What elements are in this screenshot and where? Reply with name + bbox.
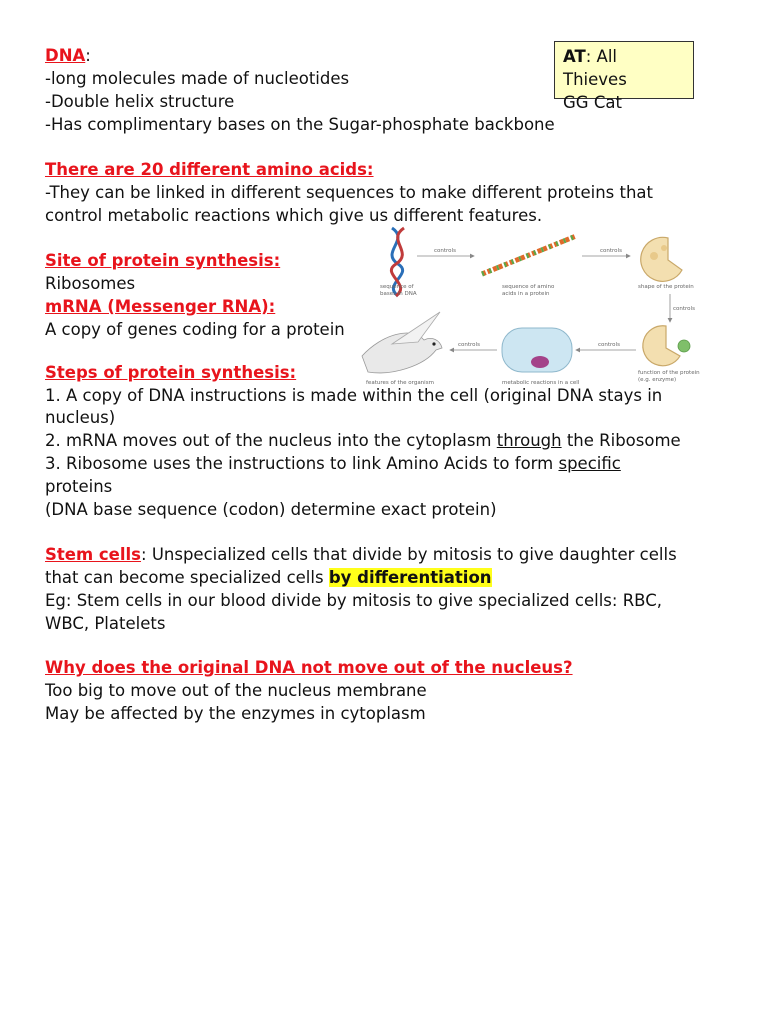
features-label: features of the organism [366, 380, 434, 386]
dna-line-2: -Double helix structure [45, 92, 235, 111]
protein-shape-icon [641, 237, 682, 281]
stem-heading: Stem cells [45, 545, 142, 564]
function-label-2: (e.g. enzyme) [638, 377, 677, 383]
amino-label-2: acids in a protein [502, 291, 550, 297]
controls-label-2: controls [600, 248, 622, 254]
step-3 [45, 453, 621, 475]
stem-line-2 [45, 567, 492, 589]
stem-line-1 [45, 544, 677, 566]
function-label-1: function of the protein [638, 370, 700, 376]
step-2-post: the Ribosome [561, 431, 681, 450]
dna-heading: DNA [45, 46, 86, 65]
site-heading: Site of protein synthesis: [45, 251, 281, 270]
enzyme-icon [643, 326, 690, 366]
shape-label: shape of the protein [638, 284, 694, 290]
step-3-underlined: specific [558, 454, 621, 473]
controls-label-1: controls [434, 248, 456, 254]
site-answer: Ribosomes [45, 274, 136, 293]
dna-colon: : [85, 46, 91, 65]
step-3-pre: 3. Ribosome uses the instructions to link Amino Acids to form [45, 454, 559, 473]
amino-heading: There are 20 different amino acids: [45, 160, 374, 179]
amino-label-1: sequence of amino [502, 284, 555, 290]
why-line-1: Too big to move out of the nucleus membrane [45, 681, 427, 700]
step-1b: nucleus) [45, 408, 116, 427]
step-2-pre: 2. mRNA moves out of the nucleus into the cytoplasm [45, 431, 497, 450]
dna-label-2: bases in DNA [380, 291, 417, 297]
stem-eg-2: WBC, Platelets [45, 614, 166, 633]
steps-note: (DNA base sequence (codon) determine exact protein) [45, 500, 497, 519]
note-label: AT [563, 47, 586, 66]
step-1a: 1. A copy of DNA instructions is made within the cell (original DNA stays in [45, 386, 663, 405]
note-label-rest: : All [585, 47, 618, 66]
dna-line-1: -long molecules made of nucleotides [45, 69, 350, 88]
controls-label-4: controls [598, 342, 620, 348]
amino-line-2: control metabolic reactions which give us different features. [45, 206, 543, 225]
metabolic-label: metabolic reactions in a cell [502, 380, 580, 386]
amino-line-1: -They can be linked in different sequences to make different proteins that [45, 183, 653, 202]
dna-line-3: -Has complimentary bases on the Sugar-phosphate backbone [45, 115, 555, 134]
mrna-heading: mRNA (Messenger RNA): [45, 297, 276, 316]
step-2-underlined: through [496, 431, 562, 450]
protein-synthesis-diagram [362, 226, 708, 386]
step-3b: proteins [45, 477, 113, 496]
stem-text-1: : Unspecialized cells that divide by mitosis to give daughter cells [141, 545, 677, 564]
mrna-text: A copy of genes coding for a protein [45, 320, 345, 339]
note-line-3: GG Cat [563, 93, 622, 112]
dna-label-1: sequence of [380, 284, 414, 290]
why-line-2: May be affected by the enzymes in cytoplasm [45, 704, 426, 723]
note-line-2: Thieves [563, 70, 627, 89]
stem-text-2: that can become specialized cells [45, 568, 329, 587]
why-heading: Why does the original DNA not move out of the nucleus? [45, 658, 573, 677]
stem-eg-1: Eg: Stem cells in our blood divide by mitosis to give specialized cells: RBC, [45, 591, 662, 610]
controls-label-3: controls [673, 306, 695, 312]
note-box [554, 41, 694, 112]
step-2 [45, 430, 681, 452]
seagull-icon [362, 312, 442, 373]
cell-icon [502, 328, 572, 372]
steps-heading: Steps of protein synthesis: [45, 363, 297, 382]
dna-heading-line [45, 45, 91, 67]
stem-highlight: by differentiation [328, 568, 492, 587]
controls-label-5: controls [458, 342, 480, 348]
amino-acid-chain-icon [482, 236, 576, 274]
